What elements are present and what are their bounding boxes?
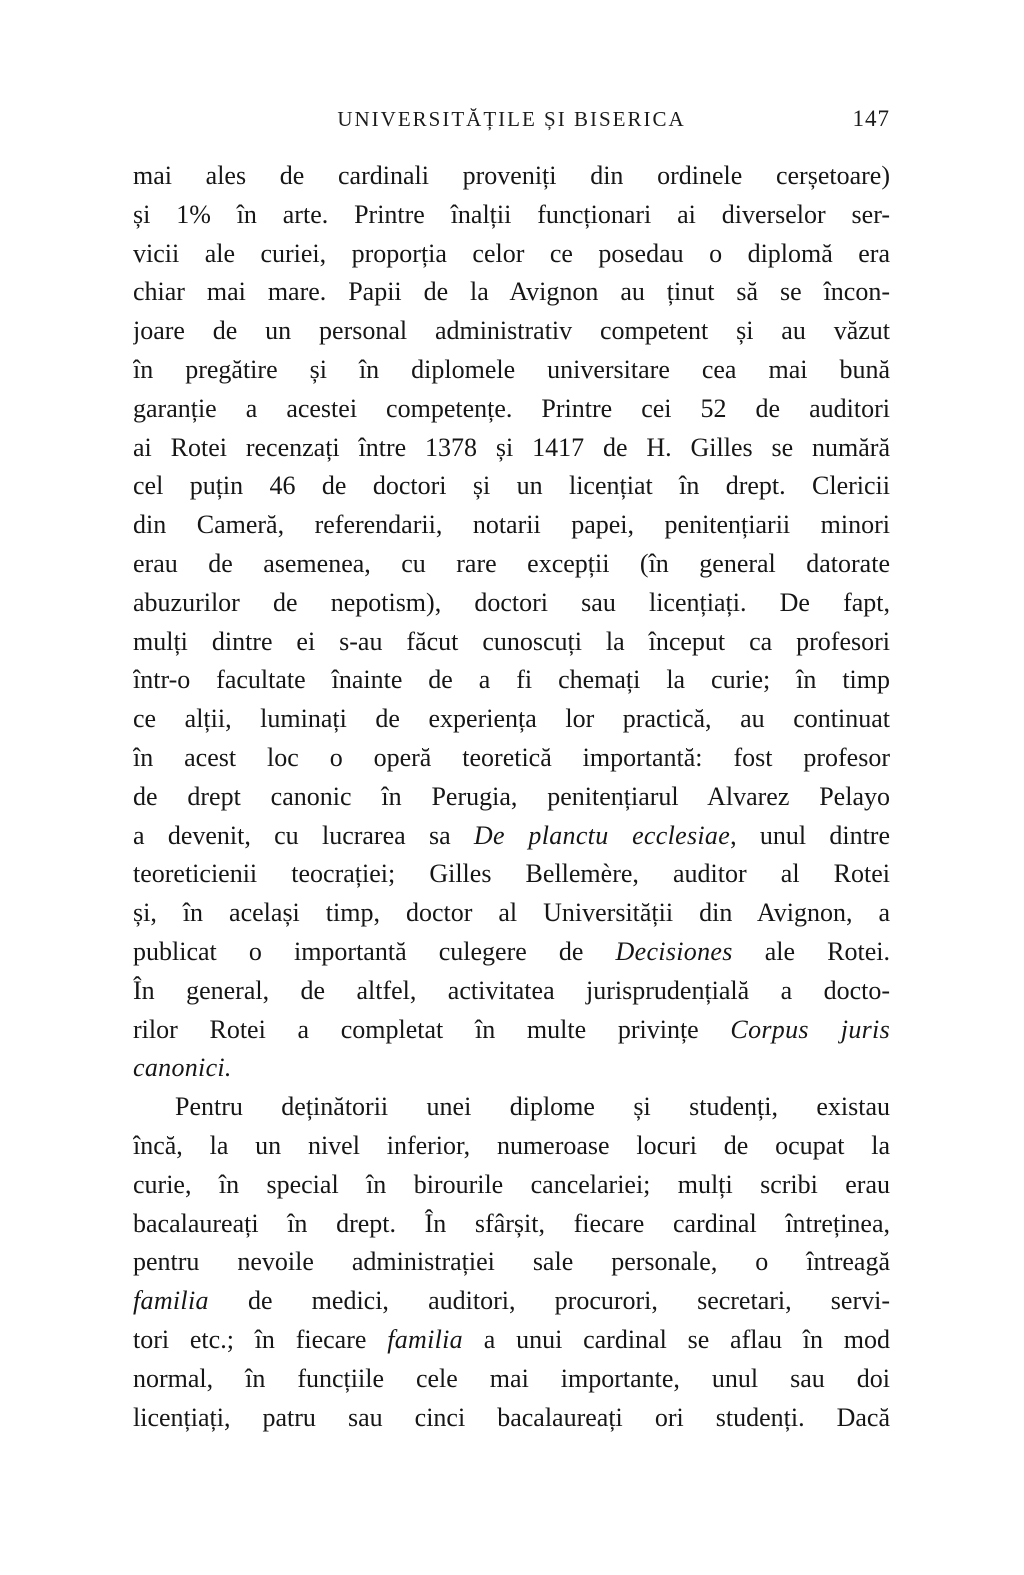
text-run: de drept canonic în Perugia, penitențiarul Alvarez Pelayo [133,781,890,811]
text-run: mulți dintre ei s-au făcut cunoscuți la început ca profesori [133,626,890,656]
text-run: abuzurilor de nepotism), doctori sau licențiați. De fapt, [133,587,890,617]
text-line [133,1243,890,1282]
text-run: încă, la un nivel inferior, numeroase locuri de ocupat la [133,1130,890,1160]
italic-text-run: Corpus juris [730,1014,890,1044]
text-run: a devenit, cu lucrarea sa [133,820,474,850]
text-run: joare de un personal administrativ competent și au văzut [133,316,890,346]
text-run: licențiați, patru sau cinci bacalaureați ori studenți. Dacă [133,1402,890,1432]
text-line [133,972,890,1011]
text-run: într-o facultate înainte de a fi chemați la curie; în timp [133,665,890,695]
text-run: în acest loc o operă teoretică importantă: fost profesor [133,742,890,772]
text-run: publicat o importantă culegere de [133,936,616,966]
text-line [133,584,890,623]
text-line [133,1088,890,1127]
page-number: 147 [852,106,890,131]
running-head [133,104,890,134]
page-header-title: UNIVERSITĂȚILE ȘI BISERICA [337,107,686,131]
text-run: și 1% în arte. Printre înalții funcționari ai diverselor ser- [133,199,890,229]
text-line [133,390,890,429]
text-line [133,312,890,351]
italic-text-run: familia [133,1286,209,1316]
text-run: garanție a acestei competențe. Printre cei 52 de auditori [133,393,890,423]
text-line [133,1399,890,1438]
italic-text-run: canonici. [133,1053,232,1083]
text-run: tori etc.; în fiecare [133,1324,388,1354]
text-line [133,196,890,235]
text-line [133,855,890,894]
text-run: chiar mai mare. Papii de la Avignon au ținut să se încon- [133,277,890,307]
text-line [133,157,890,196]
text-run: și, în același timp, doctor al Universității din Avignon, a [133,898,890,928]
italic-text-run: De planctu ecclesiae [473,820,731,850]
text-run: În general, de altfel, activitatea jurisprudențială a docto- [133,975,890,1005]
page-body [133,157,890,1437]
text-line [133,894,890,933]
text-line [133,623,890,662]
text-run: mai ales de cardinali proveniți din ordinele cerșetoare) [133,161,890,190]
text-run: din Cameră, referendarii, notarii papei, penitențiarii minori [133,510,890,540]
text-run: curie, în special în birourile cancelariei; mulți scribi erau [133,1169,890,1199]
text-run: teoreticienii teocrației; Gilles Bellemère, auditor al Rotei [133,859,890,889]
text-line [133,778,890,817]
text-line [133,1166,890,1205]
text-line [133,351,890,390]
text-line [133,1127,890,1166]
text-run: în pregătire și în diplomele universitare cea mai bună [133,354,890,384]
text-line [133,467,890,506]
text-line [133,817,890,856]
text-line [133,1011,890,1050]
text-line [133,1205,890,1244]
text-run: vicii ale curiei, proporția celor ce posedau o diplomă era [133,238,890,268]
text-run: ale Rotei. [732,936,890,966]
text-run: ce alții, luminați de experiența lor practică, au continuat [133,704,890,734]
text-run: Pentru deținătorii unei diplome și studenți, existau [175,1092,890,1122]
text-line [133,506,890,545]
text-line [133,1360,890,1399]
italic-text-run: familia [387,1324,463,1354]
text-line [133,700,890,739]
text-run: ai Rotei recenzați între 1378 și 1417 de H. Gilles se numără [133,432,890,462]
text-line [133,661,890,700]
text-run: normal, în funcțiile cele mai importante, unul sau doi [133,1363,890,1393]
text-line [133,933,890,972]
text-line [133,235,890,274]
italic-text-run: Decisiones [615,936,733,966]
text-run: a unui cardinal se aflau în mod [462,1324,890,1354]
text-line [133,1282,890,1321]
text-line [133,545,890,584]
text-run: rilor Rotei a completat în multe privințe [133,1014,731,1044]
text-run: pentru nevoile administrației sale personale, o întreagă [133,1247,890,1277]
text-line [133,1321,890,1360]
text-run: erau de asemenea, cu rare excepții (în general datorate [133,548,890,578]
text-line [133,739,890,778]
text-line [133,273,890,312]
text-run: de medici, auditori, procurori, secretari, servi- [208,1286,890,1316]
text-line [133,1049,890,1088]
text-line [133,429,890,468]
text-run: bacalaureați în drept. În sfârșit, fiecare cardinal întreținea, [133,1208,890,1238]
text-run: , unul dintre [730,820,890,850]
text-run: cel puțin 46 de doctori și un licențiat în drept. Clericii [133,471,890,501]
